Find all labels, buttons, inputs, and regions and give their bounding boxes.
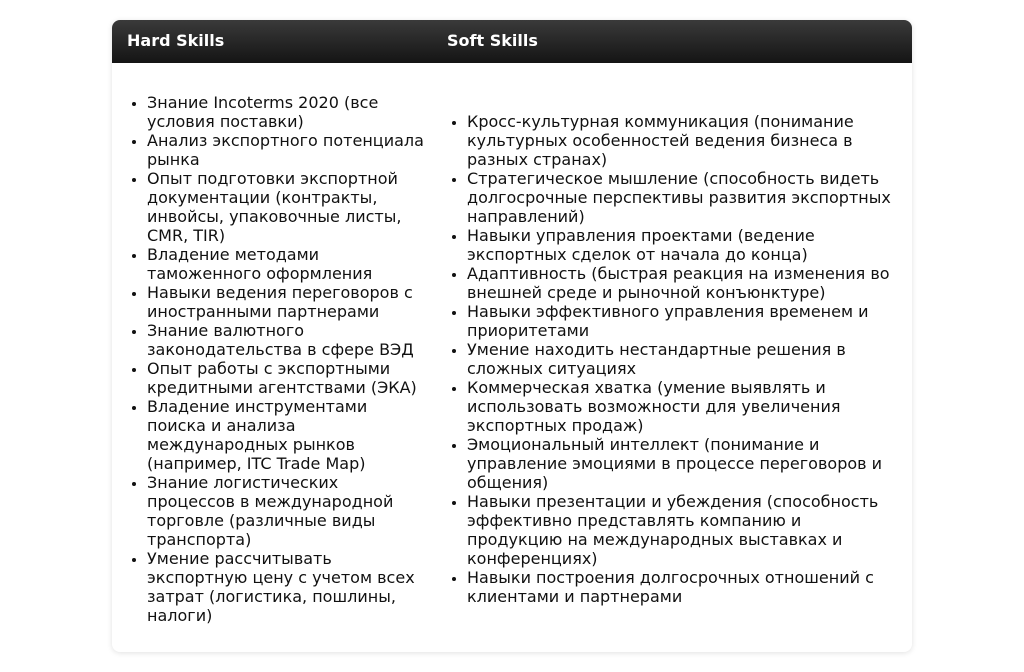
table-header	[112, 20, 912, 63]
soft-skill-item: • Стратегическое мышление (способность видеть долгосрочные перспективы развития экспортных направлений)	[467, 169, 897, 226]
soft-skill-item: • Навыки построения долгосрочных отношений с клиентами и партнерами	[467, 568, 897, 606]
soft-skill-item: • Навыки презентации и убеждения (способность эффективно представлять компанию и продукцию на международных выставках и конференциях)	[467, 492, 897, 568]
soft-skill-item: • Умение находить нестандартные решения в сложных ситуациях	[467, 340, 897, 378]
hard-skill-item: • Владение методами таможенного оформления	[147, 245, 427, 283]
soft-skills-column	[447, 112, 897, 606]
soft-skill-item: • Коммерческая хватка (умение выявлять и использовать возможности для увеличения экспортных продаж)	[467, 378, 897, 435]
hard-skill-item: • Опыт подготовки экспортной документации (контракты, инвойсы, упаковочные листы, CMR, TIR)	[147, 169, 427, 245]
hard-skill-item: • Знание Incoterms 2020 (все условия поставки)	[147, 93, 427, 131]
hard-skill-item: • Знание валютного законодательства в сфере ВЭД	[147, 321, 427, 359]
hard-skill-item: • Опыт работы с экспортными кредитными агентствами (ЭКА)	[147, 359, 427, 397]
hard-skill-item: • Навыки ведения переговоров с иностранными партнерами	[147, 283, 427, 321]
hard-skills-list	[127, 93, 427, 625]
hard-skills-header: Hard Skills	[127, 31, 225, 50]
hard-skill-item: • Умение рассчитывать экспортную цену с учетом всех затрат (логистика, пошлины, налоги)	[147, 549, 427, 625]
soft-skill-item: • Эмоциональный интеллект (понимание и управление эмоциями в процессе переговоров и общения)	[467, 435, 897, 492]
hard-skill-item: • Владение инструментами поиска и анализа международных рынков (например, ITC Trade Map)	[147, 397, 427, 473]
skills-table	[112, 20, 912, 652]
soft-skill-item: • Навыки эффективного управления временем и приоритетами	[467, 302, 897, 340]
soft-skill-item: • Кросс-культурная коммуникация (понимание культурных особенностей ведения бизнеса в разных странах)	[467, 112, 897, 169]
hard-skills-column	[127, 93, 427, 625]
hard-skill-item: • Анализ экспортного потенциала рынка	[147, 131, 427, 169]
soft-skill-item: • Адаптивность (быстрая реакция на изменения во внешней среде и рыночной конъюнктуре)	[467, 264, 897, 302]
soft-skills-header: Soft Skills	[447, 31, 538, 50]
soft-skill-item: • Навыки управления проектами (ведение экспортных сделок от начала до конца)	[467, 226, 897, 264]
hard-skill-item: • Знание логистических процессов в международной торговле (различные виды транспорта)	[147, 473, 427, 549]
soft-skills-list	[447, 112, 897, 606]
